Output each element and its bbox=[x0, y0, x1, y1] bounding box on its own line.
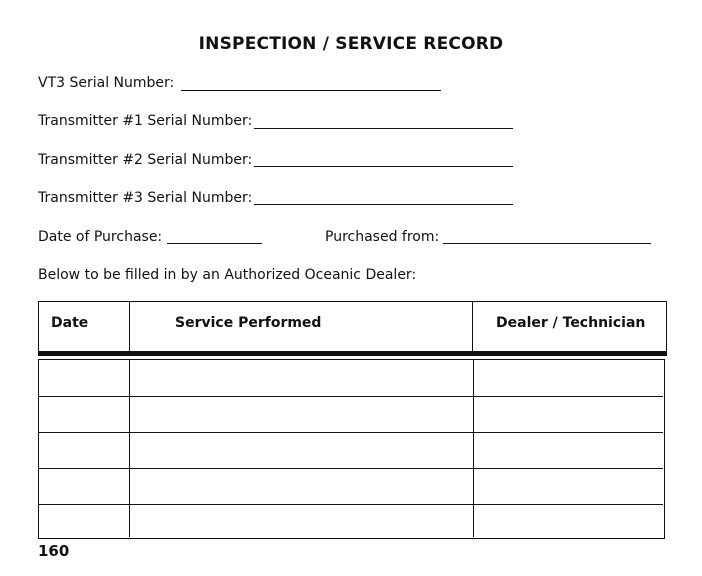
service-table-header bbox=[38, 301, 667, 356]
table-row bbox=[39, 432, 664, 468]
date-of-purchase-blank[interactable] bbox=[167, 243, 262, 244]
dealer-technician-cell[interactable] bbox=[474, 468, 664, 504]
header-service-performed: Service Performed bbox=[175, 315, 322, 331]
dealer-note: Below to be filled in by an Authorized Oceanic Dealer: bbox=[38, 267, 417, 283]
service-performed-cell[interactable] bbox=[130, 504, 473, 540]
service-performed-cell[interactable] bbox=[130, 468, 473, 504]
date-cell[interactable] bbox=[39, 396, 129, 432]
table-row bbox=[39, 360, 664, 396]
transmitter2-serial-blank[interactable] bbox=[254, 166, 513, 167]
purchased-from-blank[interactable] bbox=[443, 243, 651, 244]
dealer-technician-cell[interactable] bbox=[474, 396, 664, 432]
transmitter2-serial-label: Transmitter #2 Serial Number: bbox=[38, 152, 253, 168]
table-row bbox=[39, 468, 664, 504]
date-cell[interactable] bbox=[39, 504, 129, 540]
service-table-body bbox=[38, 359, 665, 539]
header-divider bbox=[129, 302, 130, 351]
date-cell[interactable] bbox=[39, 432, 129, 468]
vt3-serial-blank[interactable] bbox=[181, 90, 441, 91]
service-performed-cell[interactable] bbox=[130, 360, 473, 396]
dealer-technician-cell[interactable] bbox=[474, 504, 664, 540]
dealer-technician-cell[interactable] bbox=[474, 432, 664, 468]
service-performed-cell[interactable] bbox=[130, 396, 473, 432]
date-cell[interactable] bbox=[39, 360, 129, 396]
table-row bbox=[39, 396, 664, 432]
date-cell[interactable] bbox=[39, 468, 129, 504]
service-performed-cell[interactable] bbox=[130, 432, 473, 468]
table-row bbox=[39, 504, 664, 540]
dealer-technician-cell[interactable] bbox=[474, 360, 664, 396]
page-title: INSPECTION / SERVICE RECORD bbox=[198, 34, 504, 54]
page-number: 160 bbox=[38, 542, 70, 560]
header-divider bbox=[472, 302, 473, 351]
transmitter3-serial-blank[interactable] bbox=[254, 204, 513, 205]
header-date: Date bbox=[51, 315, 89, 331]
purchased-from-label: Purchased from: bbox=[325, 229, 440, 245]
transmitter1-serial-blank[interactable] bbox=[254, 128, 513, 129]
date-of-purchase-label: Date of Purchase: bbox=[38, 229, 163, 245]
transmitter3-serial-label: Transmitter #3 Serial Number: bbox=[38, 190, 253, 206]
header-dealer-technician: Dealer / Technician bbox=[496, 315, 646, 331]
vt3-serial-label: VT3 Serial Number: bbox=[38, 75, 175, 91]
transmitter1-serial-label: Transmitter #1 Serial Number: bbox=[38, 113, 253, 129]
